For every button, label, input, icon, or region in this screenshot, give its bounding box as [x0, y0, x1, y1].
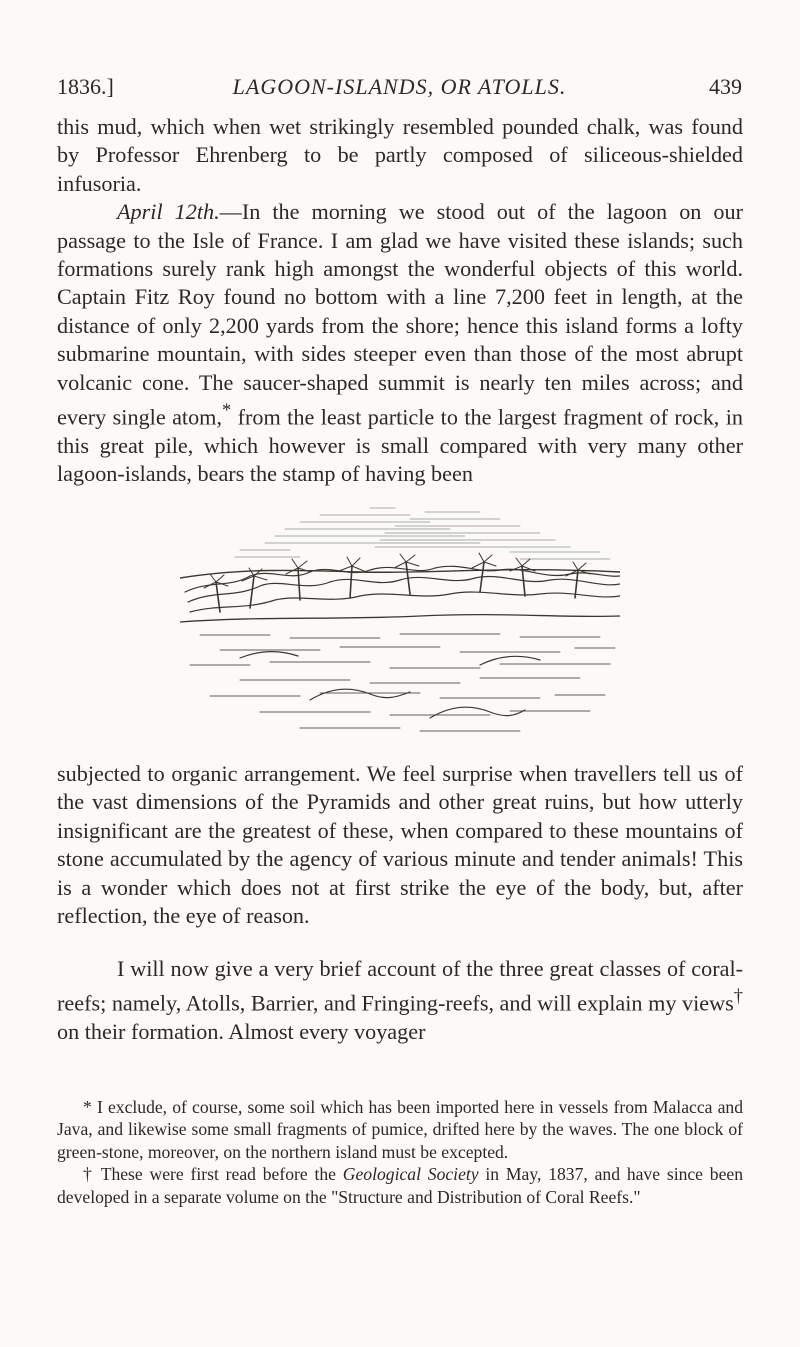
page-number: 439 [709, 74, 742, 99]
footnote-2: † These were first read before the Geological Society in May, 1837, and have since been developed in a separate volume on the "Structure and Distribution of Coral Reefs." [57, 1164, 744, 1207]
text-block-top [57, 113, 743, 489]
paragraph-mud: this mud, which when wet strikingly resembled pounded chalk, was found by Professor Ehrenberg to be partly composed of siliceous-shielded infusoria. [57, 114, 743, 196]
paragraph-coral-reefs: I will now give a very brief account of the three great classes of coral-reefs; namely, Atolls, Barrier, and Fringing-reefs, and will explain my views† on their formation. Almost every voyager [57, 956, 744, 1045]
atoll-engraving [180, 500, 620, 755]
footnote-mark-dagger: † [733, 987, 744, 1008]
header-year: 1836.] [57, 74, 114, 99]
text-block-middle [57, 760, 743, 930]
running-header [57, 74, 742, 106]
footnotes [57, 1096, 743, 1208]
paragraph-organic: subjected to organic arrangement. We feel surprise when travellers tell us of the vast dimensions of the Pyramids and other great ruins, but how utterly insignificant are the greatest of these, when compared to these mountains of stone accumulated by the agency of various minute and tender animals! This is a wonder which does not at first strike the eye of the body, but, after reflection, the eye of reason. [57, 761, 743, 929]
footnote-1: * I exclude, of course, some soil which has been imported here in vessels from Malacca and Java, and likewise some small fragments of pumice, drifted here by the waves. The one block of green-stone, moreover, on the northern island must be excepted. [57, 1097, 743, 1162]
atoll-illustration [180, 500, 620, 755]
paragraph-april: April 12th.—In the morning we stood out of the lagoon on our passage to the Isle of France. I am glad we have visited these islands; such formations surely rank high amongst the wonderful objects of this world. Captain Fitz Roy found no bottom with a line 7,200 feet in length, at the distance of only 2,200 yards from the shore; hence this island forms a lofty submarine mountain, with sides steeper even than those of the most abrupt volcanic cone. The saucer-shaped summit is nearly ten miles across; and every single atom,* from the least particle to the largest fragment of rock, in this great pile, which however is small compared with very many other lagoon-islands, bears the stamp of having been [57, 199, 744, 487]
header-title: LAGOON-ISLANDS, OR ATOLLS. [232, 74, 567, 99]
footnote-mark-asterisk: * [222, 401, 232, 422]
entry-date: April 12th. [117, 199, 220, 225]
text-block-bottom [57, 955, 743, 1047]
